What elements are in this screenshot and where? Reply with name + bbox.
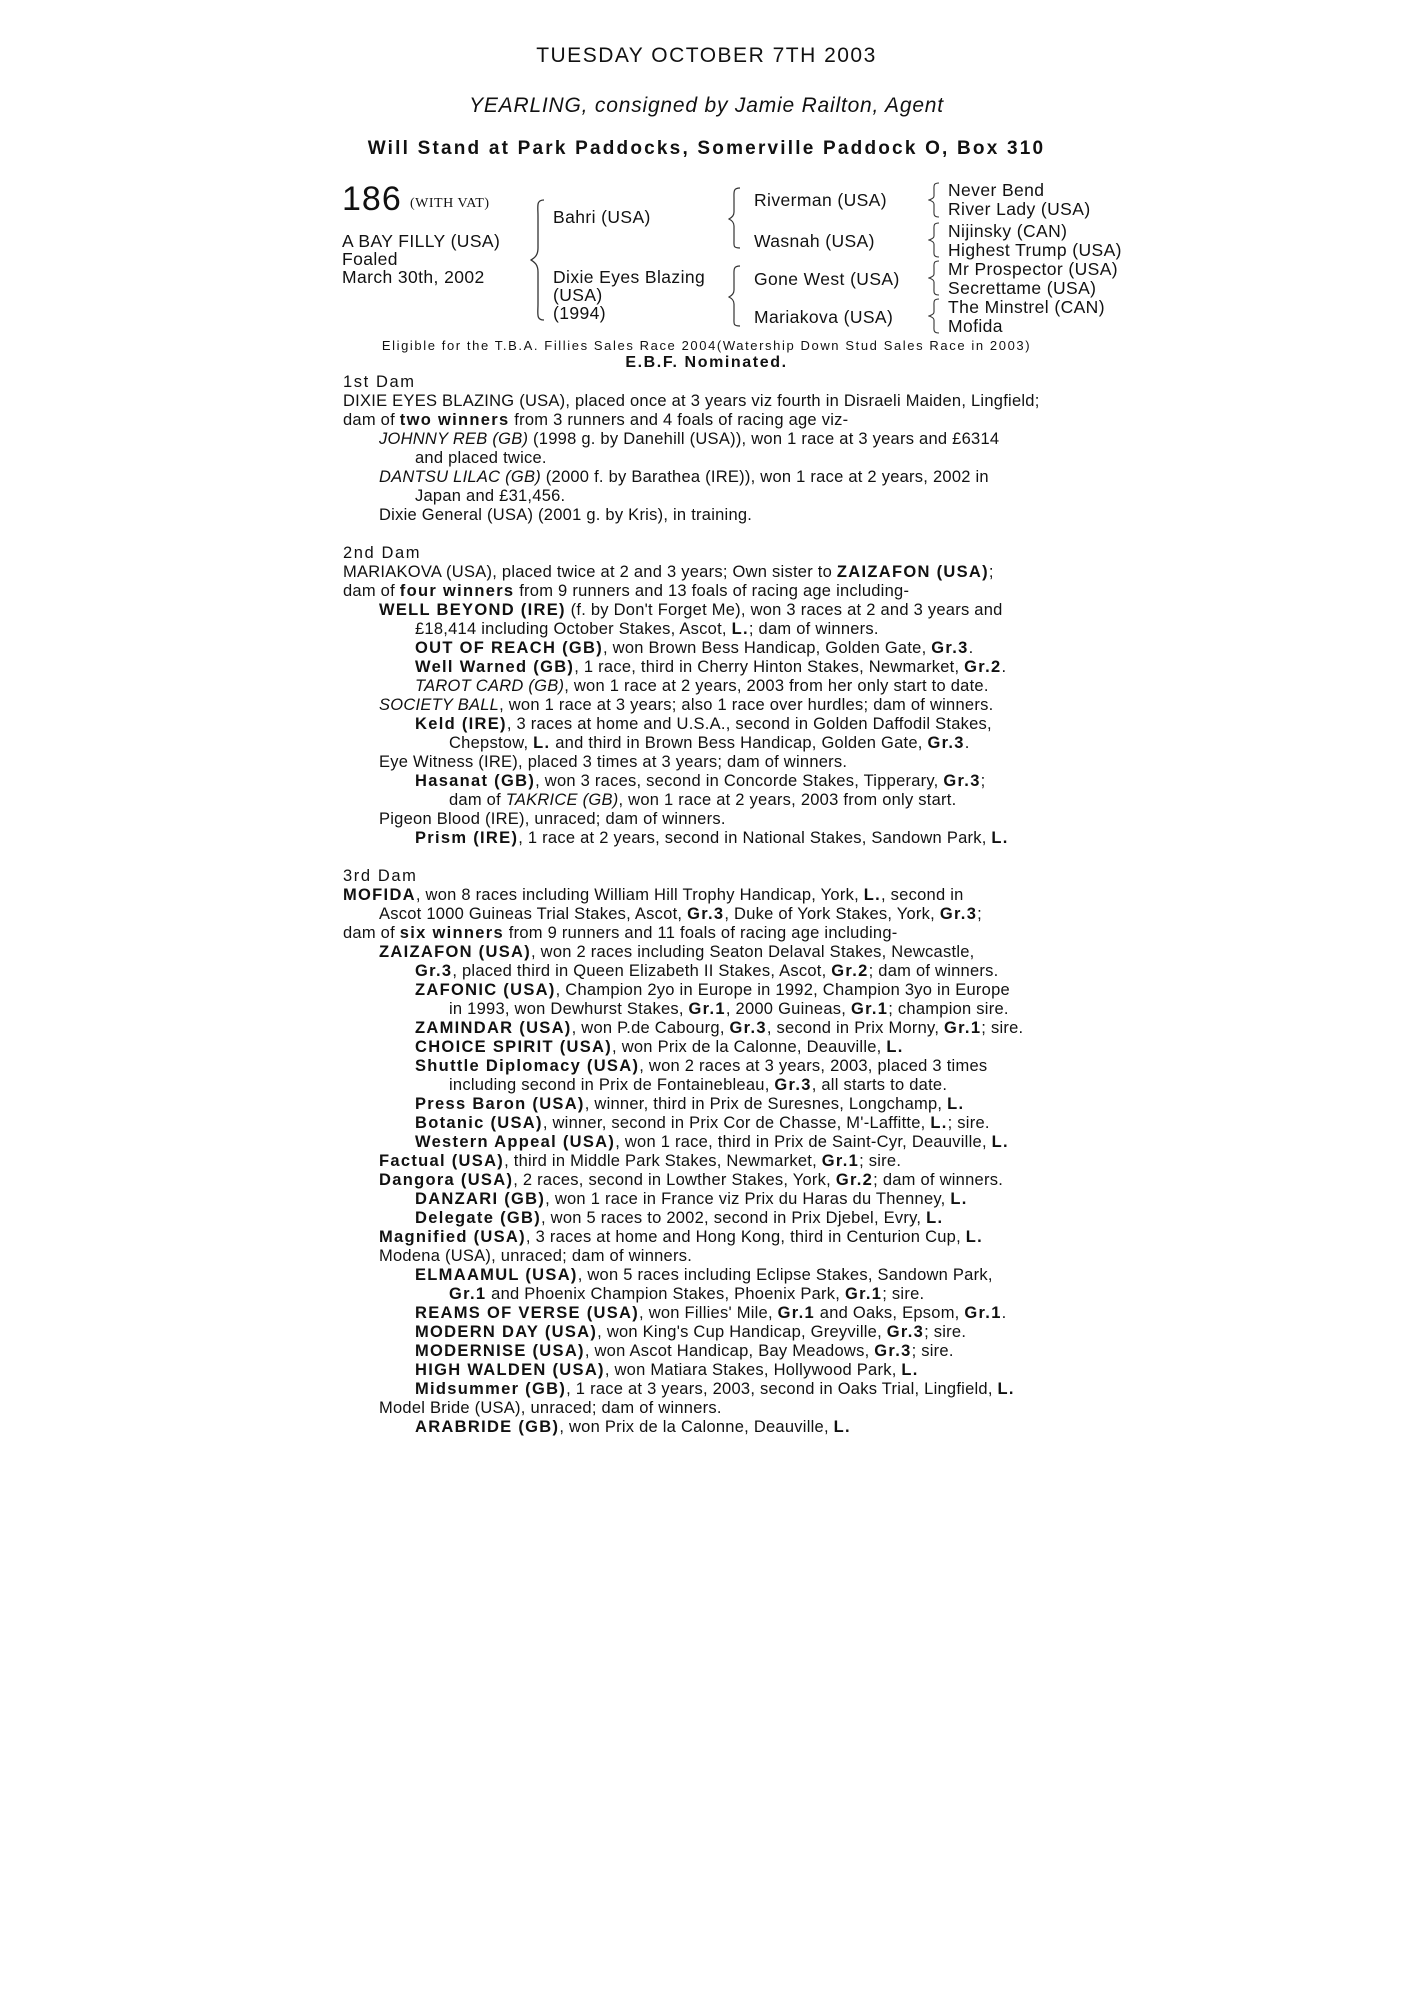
pedigree-brace-5	[928, 220, 942, 260]
line-text: , won P.de Cabourg,	[571, 1019, 730, 1037]
pedigree-brace-4	[928, 180, 942, 220]
bold-text: Botanic (USA)	[415, 1114, 543, 1132]
line-text: from 3 runners and 4 foals of racing age viz-	[509, 411, 849, 429]
line-text: from 9 runners and 11 foals of racing age including-	[503, 924, 898, 942]
pedigree-sire-sire: Riverman (USA)	[754, 190, 887, 210]
bold-text: Gr.3	[874, 1342, 912, 1360]
family-line	[343, 1152, 1083, 1171]
bold-text: Magnified (USA)	[379, 1228, 526, 1246]
line-text: and placed twice.	[415, 449, 547, 467]
bold-text: Gr.1	[850, 1000, 889, 1018]
bold-text: Gr.3	[729, 1019, 767, 1037]
bold-text: Shuttle Diplomacy (USA)	[415, 1057, 640, 1075]
line-text: including second in Prix de Fontainebleau,	[449, 1076, 775, 1094]
pedigree-g3: Nijinsky (CAN)	[948, 221, 1068, 241]
pedigree-g5: Mr Prospector (USA)	[948, 259, 1118, 279]
bold-text: L.	[533, 734, 551, 752]
bold-text: ELMAAMUL (USA)	[415, 1266, 578, 1284]
bold-text: Gr.3	[939, 905, 978, 923]
family-line	[343, 658, 1083, 677]
pedigree-g1: Never Bend	[948, 180, 1045, 200]
line-text: MARIAKOVA (USA), placed twice at 2 and 3 years; Own sister to	[343, 563, 837, 581]
line-text: and third in Brown Bess Handicap, Golden Gate,	[550, 734, 928, 752]
foaled-date: March 30th, 2002	[342, 267, 485, 287]
line-text: , won 1 race at 2 years, 2003 from only start.	[618, 791, 957, 809]
line-text: dam of	[343, 411, 400, 429]
line-text: , 1 race at 2 years, second in National Stakes, Sandown Park,	[518, 829, 992, 847]
line-text: , won 2 races at 3 years, 2003, placed 3 times	[639, 1057, 988, 1075]
bold-text: L.	[926, 1209, 944, 1227]
lot-number: 186	[342, 180, 402, 218]
family-line	[343, 392, 1083, 411]
line-text: ; sire.	[947, 1114, 990, 1132]
bold-text: L.	[965, 1228, 984, 1246]
line-text: Eye Witness (IRE), placed 3 times at 3 years; dam of winners.	[379, 753, 848, 771]
pedigree-brace-3	[728, 262, 744, 332]
dam-section-heading	[343, 867, 1083, 886]
line-text: 1st Dam	[343, 373, 416, 391]
bold-text: Midsummer (GB)	[415, 1380, 567, 1398]
line-text: , won Ascot Handicap, Bay Meadows,	[584, 1342, 875, 1360]
line-text: from 9 runners and 13 foals of racing age including-	[514, 582, 910, 600]
family-line	[343, 886, 1083, 905]
line-text: , 3 races at home and U.S.A., second in Golden Daffodil Stakes,	[506, 715, 992, 733]
bold-text: Well Warned (GB)	[415, 658, 575, 676]
bold-text: Gr.2	[831, 962, 869, 980]
line-text: £18,414 including October Stakes, Ascot,	[415, 620, 732, 638]
line-text: ; dam of winners.	[873, 1171, 1004, 1189]
family-line	[343, 677, 1083, 696]
line-text: , 1 race at 3 years, 2003, second in Oaks Trial, Lingfield,	[566, 1380, 998, 1398]
line-text: .	[1001, 1304, 1007, 1322]
bold-text: DANZARI (GB)	[415, 1190, 546, 1208]
line-text: dam of	[343, 582, 400, 600]
family-line	[343, 449, 1083, 468]
italic-text: JOHNNY REB (GB)	[379, 430, 529, 448]
bold-text: Gr.1	[844, 1285, 883, 1303]
family-line	[343, 924, 1083, 943]
bold-text: Press Baron (USA)	[415, 1095, 585, 1113]
line-text: , won 1 race in France viz Prix du Haras du Thenney,	[545, 1190, 951, 1208]
bold-text: L.	[731, 620, 749, 638]
line-text: ;	[988, 563, 994, 581]
family-line	[343, 1038, 1083, 1057]
line-text: , won 1 race at 3 years; also 1 race over hurdles; dam of winners.	[499, 696, 994, 714]
family-line	[343, 1285, 1083, 1304]
family-line	[343, 1380, 1083, 1399]
line-text: ; sire.	[924, 1323, 967, 1341]
line-text: Model Bride (USA), unraced; dam of winners.	[379, 1399, 722, 1417]
bold-text: Gr.1	[449, 1285, 487, 1303]
line-text: (1998 g. by Danehill (USA)), won 1 race at 3 years and £6314	[528, 430, 1000, 448]
bold-text: L.	[991, 829, 1009, 847]
bold-text: MODERNISE (USA)	[415, 1342, 585, 1360]
line-text: .	[968, 639, 974, 657]
family-line	[343, 753, 1083, 772]
line-text: , 2 races, second in Lowther Stakes, York,	[513, 1171, 836, 1189]
bold-text: Gr.1	[943, 1019, 982, 1037]
bold-text: L.	[901, 1361, 919, 1379]
line-text: , winner, second in Prix Cor de Chasse, M'-Laffitte,	[542, 1114, 931, 1132]
family-line	[343, 506, 1083, 525]
family-details	[343, 373, 1083, 1437]
bold-text: Hasanat (GB)	[415, 772, 536, 790]
pedigree-g2: River Lady (USA)	[948, 199, 1091, 219]
line-text: , won 1 race at 2 years, 2003 from her only start to date.	[564, 677, 989, 695]
dam-section-heading	[343, 544, 1083, 563]
bold-text: Prism (IRE)	[415, 829, 519, 847]
bold-text: REAMS OF VERSE (USA)	[415, 1304, 640, 1322]
line-text: , placed third in Queen Elizabeth II Stakes, Ascot,	[452, 962, 832, 980]
bold-text: ARABRIDE (GB)	[415, 1418, 560, 1436]
italic-text: TAROT CARD (GB)	[415, 677, 565, 695]
bold-text: ZAIZAFON (USA)	[836, 563, 989, 581]
line-text: , Duke of York Stakes, York,	[724, 905, 940, 923]
pedigree-brace-2	[728, 184, 744, 254]
bold-text: OUT OF REACH (GB)	[415, 639, 604, 657]
line-text: ; dam of winners.	[868, 962, 999, 980]
family-line	[343, 943, 1083, 962]
family-line	[343, 981, 1083, 1000]
family-line	[343, 1342, 1083, 1361]
family-line	[343, 1304, 1083, 1323]
eligibility-note: Eligible for the T.B.A. Fillies Sales Race 2004(Watership Down Stud Sales Race in 2003)	[381, 338, 1032, 353]
pedigree-g4: Highest Trump (USA)	[948, 240, 1122, 260]
family-line	[343, 430, 1083, 449]
ebf-note: E.B.F. Nominated.	[625, 354, 788, 371]
line-text: Chepstow,	[449, 734, 534, 752]
family-line	[343, 1228, 1083, 1247]
stand-location: Will Stand at Park Paddocks, Somerville Paddock O, Box 310	[367, 138, 1046, 159]
line-text: ; champion sire.	[888, 1000, 1009, 1018]
line-text: Dixie General (USA) (2001 g. by Kris), in training.	[379, 506, 753, 524]
bold-text: Gr.3	[415, 962, 453, 980]
family-line	[343, 715, 1083, 734]
family-line	[343, 1361, 1083, 1380]
family-line	[343, 563, 1083, 582]
family-line	[343, 620, 1083, 639]
bold-text: Gr.3	[774, 1076, 812, 1094]
family-line	[343, 791, 1083, 810]
bold-text: L.	[947, 1095, 965, 1113]
dam-section-heading	[343, 373, 1083, 392]
bold-text: Gr.3	[943, 772, 981, 790]
family-line	[343, 411, 1083, 430]
pedigree-g7: The Minstrel (CAN)	[948, 297, 1105, 317]
family-line	[343, 1399, 1083, 1418]
foaled-label: Foaled	[342, 249, 398, 269]
line-text: , won Prix de la Calonne, Deauville,	[559, 1418, 834, 1436]
family-line	[343, 962, 1083, 981]
family-line	[343, 1190, 1083, 1209]
line-text: , won Matiara Stakes, Hollywood Park,	[604, 1361, 902, 1379]
pedigree-dam-line3: (1994)	[553, 303, 606, 323]
line-text: Ascot 1000 Guineas Trial Stakes, Ascot,	[379, 905, 688, 923]
line-text: , third in Middle Park Stakes, Newmarket,	[504, 1152, 822, 1170]
bold-text: Gr.3	[931, 639, 969, 657]
bold-text: Gr.3	[927, 734, 965, 752]
line-text: ; sire.	[981, 1019, 1024, 1037]
family-line	[343, 1000, 1083, 1019]
bold-text: Gr.2	[964, 658, 1002, 676]
pedigree-g6: Secrettame (USA)	[948, 278, 1097, 298]
line-text: , 3 races at home and Hong Kong, third in Centurion Cup,	[525, 1228, 966, 1246]
line-text: Modena (USA), unraced; dam of winners.	[379, 1247, 693, 1265]
line-text: , 1 race, third in Cherry Hinton Stakes, Newmarket,	[574, 658, 965, 676]
family-line	[343, 1418, 1083, 1437]
bold-text: Gr.1	[688, 1000, 726, 1018]
pedigree-brace-6	[928, 258, 942, 298]
bold-text: six winners	[399, 924, 504, 942]
pedigree-g8: Mofida	[948, 316, 1003, 336]
line-text: DIXIE EYES BLAZING (USA), placed once at 3 years viz fourth in Disraeli Maiden, Lingfield;	[343, 392, 1040, 410]
family-line	[343, 1209, 1083, 1228]
bold-text: Factual (USA)	[379, 1152, 505, 1170]
bold-text: L.	[930, 1114, 948, 1132]
family-line	[343, 1057, 1083, 1076]
line-text: , won Fillies' Mile,	[639, 1304, 778, 1322]
bold-text: L.	[886, 1038, 904, 1056]
line-text: , 2000 Guineas,	[725, 1000, 851, 1018]
line-text: ; dam of winners.	[748, 620, 879, 638]
bold-text: Gr.1	[821, 1152, 860, 1170]
line-text: , Champion 2yo in Europe in 1992, Champion 3yo in Europe	[555, 981, 1010, 999]
line-text: , won Prix de la Calonne, Deauville,	[612, 1038, 887, 1056]
line-text: , winner, third in Prix de Suresnes, Longchamp,	[584, 1095, 948, 1113]
line-text: 2nd Dam	[343, 544, 422, 562]
line-text: dam of	[343, 924, 400, 942]
line-text: ;	[980, 772, 986, 790]
bold-text: Gr.1	[777, 1304, 815, 1322]
pedigree-dam-dam: Mariakova (USA)	[754, 307, 894, 327]
line-spacer	[343, 525, 1083, 544]
pedigree-dam-sire: Gone West (USA)	[754, 269, 900, 289]
vat-note: (WITH VAT)	[410, 196, 490, 211]
line-text: , won 1 race, third in Prix de Saint-Cyr, Deauville,	[615, 1133, 992, 1151]
pedigree-sire: Bahri (USA)	[553, 207, 651, 227]
bold-text: ZAIZAFON (USA)	[379, 943, 532, 961]
bold-text: Western Appeal (USA)	[415, 1133, 616, 1151]
bold-text: two winners	[399, 411, 510, 429]
family-line	[343, 1095, 1083, 1114]
bold-text: Gr.3	[886, 1323, 925, 1341]
bold-text: L.	[863, 886, 881, 904]
bold-text: MOFIDA	[343, 886, 416, 904]
bold-text: ZAFONIC (USA)	[415, 981, 556, 999]
italic-text: SOCIETY BALL	[379, 696, 500, 714]
family-line	[343, 696, 1083, 715]
line-text: , won King's Cup Handicap, Greyville,	[597, 1323, 887, 1341]
pedigree-sire-dam: Wasnah (USA)	[754, 231, 875, 251]
family-line	[343, 639, 1083, 658]
line-text: 3rd Dam	[343, 867, 418, 885]
line-text: , all starts to date.	[811, 1076, 948, 1094]
bold-text: ZAMINDAR (USA)	[415, 1019, 572, 1037]
family-line	[343, 1266, 1083, 1285]
pedigree-brace-7	[928, 296, 942, 336]
bold-text: Gr.2	[835, 1171, 874, 1189]
family-line	[343, 487, 1083, 506]
line-text: , second in Prix Morny,	[766, 1019, 944, 1037]
bold-text: four winners	[399, 582, 515, 600]
family-line	[343, 1171, 1083, 1190]
family-line	[343, 1247, 1083, 1266]
line-text: Pigeon Blood (IRE), unraced; dam of winners.	[379, 810, 726, 828]
bold-text: L.	[991, 1133, 1009, 1151]
bold-text: Keld (IRE)	[415, 715, 507, 733]
family-line	[343, 772, 1083, 791]
family-line	[343, 1114, 1083, 1133]
line-text: (f. by Don't Forget Me), won 3 races at 2 and 3 years and	[565, 601, 1003, 619]
family-line	[343, 905, 1083, 924]
line-text: , won 3 races, second in Concorde Stakes, Tipperary,	[535, 772, 944, 790]
line-text: in 1993, won Dewhurst Stakes,	[449, 1000, 689, 1018]
pedigree-brace-1	[530, 196, 550, 326]
line-text: , won 8 races including William Hill Trophy Handicap, York,	[415, 886, 864, 904]
line-spacer	[343, 848, 1083, 867]
line-text: ; sire.	[911, 1342, 954, 1360]
lot-description: A BAY FILLY (USA)	[342, 231, 501, 251]
line-text: (2000 f. by Barathea (IRE)), won 1 race at 2 years, 2002 in	[540, 468, 989, 486]
italic-text: DANTSU LILAC (GB)	[379, 468, 541, 486]
pedigree-dam-line1: Dixie Eyes Blazing	[553, 267, 706, 287]
bold-text: L.	[950, 1190, 968, 1208]
italic-text: TAKRICE (GB)	[505, 791, 619, 809]
line-text: and Phoenix Champion Stakes, Phoenix Park,	[486, 1285, 845, 1303]
family-line	[343, 582, 1083, 601]
bold-text: L.	[833, 1418, 851, 1436]
line-text: ;	[977, 905, 983, 923]
bold-text: Gr.1	[964, 1304, 1002, 1322]
family-line	[343, 1019, 1083, 1038]
line-text: .	[964, 734, 970, 752]
bold-text: MODERN DAY (USA)	[415, 1323, 598, 1341]
sale-date: TUESDAY OCTOBER 7TH 2003	[536, 44, 877, 67]
bold-text: CHOICE SPIRIT (USA)	[415, 1038, 613, 1056]
family-line	[343, 601, 1083, 620]
bold-text: Delegate (GB)	[415, 1209, 542, 1227]
line-text: , second in	[881, 886, 964, 904]
bold-text: Gr.3	[687, 905, 725, 923]
family-line	[343, 829, 1083, 848]
family-line	[343, 1133, 1083, 1152]
line-text: , won 2 races including Seaton Delaval Stakes, Newcastle,	[531, 943, 975, 961]
family-line	[343, 734, 1083, 753]
family-line	[343, 1323, 1083, 1342]
line-text: Japan and £31,456.	[415, 487, 566, 505]
pedigree-dam-line2: (USA)	[553, 285, 603, 305]
family-line	[343, 810, 1083, 829]
bold-text: Dangora (USA)	[379, 1171, 514, 1189]
family-line	[343, 1076, 1083, 1095]
bold-text: L.	[997, 1380, 1015, 1398]
consignor-line: YEARLING, consigned by Jamie Railton, Agent	[469, 94, 944, 117]
line-text: , won 5 races including Eclipse Stakes, Sandown Park,	[577, 1266, 993, 1284]
line-text: and Oaks, Epsom,	[814, 1304, 965, 1322]
line-text: ; sire.	[882, 1285, 925, 1303]
line-text: , won 5 races to 2002, second in Prix Djebel, Evry,	[541, 1209, 927, 1227]
bold-text: HIGH WALDEN (USA)	[415, 1361, 605, 1379]
line-text: dam of	[449, 791, 506, 809]
line-text: ; sire.	[859, 1152, 902, 1170]
line-text: .	[1001, 658, 1007, 676]
bold-text: WELL BEYOND (IRE)	[379, 601, 566, 619]
family-line	[343, 468, 1083, 487]
line-text: , won Brown Bess Handicap, Golden Gate,	[603, 639, 932, 657]
